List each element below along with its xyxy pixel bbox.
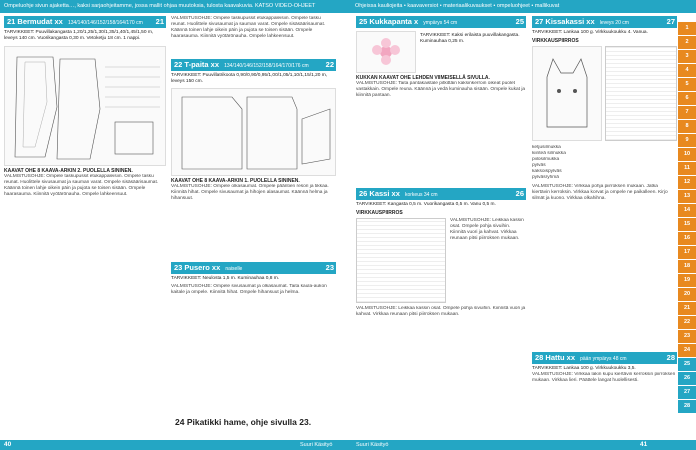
pattern-28-count: 28 [666, 353, 675, 362]
pattern-26 [356, 188, 526, 411]
tab-24[interactable]: 24 [678, 344, 696, 357]
pattern-21-continued-text: VALMISTUSOHJE: Ompele taskupussit etukappaleisiin. Ompele tasku reunat. Huolittele sivusaumat ja sauman varat. Ompele sisäsäärisaumat. Käännä toinen lahje oikein päin ja pujota se toisen sisään. Ompele haarasauma. Kiinnitä vyötärönauha. Ompele lahkeensuut. [171, 16, 326, 39]
tab-20[interactable]: 20 [678, 288, 696, 301]
pattern-28 [532, 352, 677, 422]
pattern-27 [532, 16, 677, 294]
bottom-bar [0, 440, 696, 450]
pattern-28-title: 28 Hattu xx [535, 353, 576, 362]
pattern-23-text: VALMISTUSOHJE: Ompele sivusaumat ja olkasaumat. Taita kaula-aukon kaitale ja ompele. Kiinnitä hihat. Ompele hihansuut ja helma. [171, 284, 327, 295]
tab-19[interactable]: 19 [678, 274, 696, 287]
pattern-21-code: 134/140/146/152/158/164/170 cm [67, 20, 143, 26]
stitch-legend [532, 145, 677, 181]
tab-2[interactable]: 2 [678, 36, 696, 49]
tab-18[interactable]: 18 [678, 260, 696, 273]
tab-17[interactable]: 17 [678, 246, 696, 259]
legend-item: pylväsryhmä [532, 175, 559, 181]
pattern-21-title: 21 Bermudat xx [7, 17, 63, 26]
tab-16[interactable]: 16 [678, 232, 696, 245]
pattern-22-text: VALMISTUSOHJE: Ompele olkasaumat. Ompele pääntien resori ja tikkaa. Kiinnitä hihat. Ompele sivusaumat ja hihojen alasaumat. Käännä helma ja hihansuut. [171, 184, 329, 202]
tab-22[interactable]: 22 [678, 316, 696, 329]
tab-10[interactable]: 10 [678, 148, 696, 161]
tab-21[interactable]: 21 [678, 302, 696, 315]
cat-bag-icon [533, 47, 601, 140]
pattern-25-diagram-caption: KUKKAN KAAVAT OHE LEHDEN VIIMEISELLÄ SIVULLA. [356, 75, 490, 81]
pattern-28-text: VALMISTUSOHJE: Virkkaa lakin kupu kiertävin kerroksin piirroksen mukaan. Virkkaa lieri. Päättele langat huolellisesti. [532, 372, 676, 383]
tab-28[interactable]: 28 [678, 400, 696, 413]
pattern-22-diagram-caption: KAAVAT OHE 8 KAAVA-ARKIN 1. PUOLELLA SININEN. [171, 178, 300, 184]
pattern-26-diagram-caption: VIRKKAUSPIIRROS [356, 210, 403, 216]
legend-item: ketjusilmukka [532, 145, 561, 151]
pattern-25-code: ympärys 54 cm [423, 20, 458, 26]
flower-icon [357, 32, 415, 72]
tab-8[interactable]: 8 [678, 120, 696, 133]
right-page-number: 41 [640, 441, 648, 448]
pattern-28-header [532, 352, 677, 364]
tagline: 24 Pikatikki hame, ohje sivulla 23. [175, 417, 312, 427]
tab-14[interactable]: 14 [678, 204, 696, 217]
cat-bag-diagram [532, 46, 602, 141]
tab-12[interactable]: 12 [678, 176, 696, 189]
legend-item: piilosilmukka [532, 157, 560, 163]
pattern-26-title: 26 Kassi xx [359, 189, 400, 198]
top-bar-left-text: Ompeluohje sivun ajaketta…, kaksi sarjaohjeitamme, jossa mallit ohjaa muutoksia, tulosta kaavakuvia. KATSO VIDEO-OHJEET [4, 3, 316, 9]
tab-3[interactable]: 3 [678, 50, 696, 63]
pattern-26-header [356, 188, 526, 200]
top-bar [0, 0, 696, 13]
pattern-22-title: 22 T-paita xx [174, 60, 220, 69]
pattern-25-title: 25 Kukkapanta x [359, 17, 419, 26]
tab-5[interactable]: 5 [678, 78, 696, 91]
pattern-21-diagram-caption: KAAVAT OHE 8 KAAVA-ARKIN 2. PUOLELLA SININEN. [4, 168, 133, 174]
pattern-22-code: 134/140/146/152/158/164/170/176 cm [224, 63, 309, 69]
pattern-26-text: VALMISTUSOHJE: Leikkaa kassin osat. Ompele pohja sivuihin. Kiinnitä vuori ja kahvat. Virkkaa reunaan pitsi piirroksen mukaan. [450, 218, 524, 242]
pattern-21-header [4, 16, 166, 28]
pattern-28-code: pään ympärys 48 cm [580, 356, 627, 362]
tab-13[interactable]: 13 [678, 190, 696, 203]
pattern-22-meta: TARVIKKEET: Puuvillatrikoota 0,90/0,90/0,95/1,00/1,05/1,10/1,15/1,20 m, leveys 150 cm. [171, 73, 328, 84]
pattern-21-count: 21 [155, 17, 164, 26]
pattern-23-count: 23 [325, 263, 334, 272]
legend-item: pylväs [532, 163, 546, 169]
pattern-26-code: korkeus 34 cm [404, 192, 438, 198]
pattern-27-text: VALMISTUSOHJE: Virkkaa pohja piirroksen mukaan. Jatka kiertävin kerroksin. Virkkaa korvat ja ompele ne paikalleen. Kirjo silmät ja kuono. Virkkaa olkahihna. [532, 184, 668, 202]
tab-4[interactable]: 4 [678, 64, 696, 77]
pattern-27-code: leveys 20 cm [599, 20, 629, 26]
pattern-28-meta: TARVIKKEET: Lankaa 100 g. Virkkuukoukku 3,5. [532, 366, 636, 371]
pattern-22-header [171, 59, 336, 71]
pattern-25-count: 25 [515, 17, 524, 26]
left-page-number: 40 [4, 441, 12, 448]
tab-23[interactable]: 23 [678, 330, 696, 343]
tab-11[interactable]: 11 [678, 162, 696, 175]
pattern-25 [356, 16, 526, 173]
tab-1[interactable]: 1 [678, 22, 696, 35]
pattern-25-header [356, 16, 526, 28]
tshirt-pattern-drawing [172, 89, 335, 175]
tab-27[interactable]: 27 [678, 386, 696, 399]
pattern-23 [171, 262, 336, 399]
pattern-23-meta: TARVIKKEET: Neulosta 1,5 m. Kuminauhaa 0,8 m. [171, 276, 280, 281]
tab-25[interactable]: 25 [678, 358, 696, 371]
legend-item: kiinteä silmukka [532, 151, 566, 157]
pattern-27-header [532, 16, 677, 28]
pattern-25-meta: TARVIKKEET: Kaksi erilaista puuvillakangasta. Kuminauhaa 0,25 m. [420, 33, 520, 44]
left-footer: Suuri Käsityö [300, 442, 333, 448]
pattern-27-title: 27 Kissakassi xx [535, 17, 595, 26]
pattern-21-text: VALMISTUSOHJE: Ompele taskupussit etukappaleisiin. Ompele tasku reunat. Huolittele sivusaumat ja sauman varat. Ompele sisäsäärisaumat. Käännä toinen lahje oikein päin ja pujota se toisen sisään. Ompele haarasauma. Kiinnitä vyötärönauha. Ompele lahkeensuut. [4, 174, 159, 198]
tab-6[interactable]: 6 [678, 92, 696, 105]
side-tabs [678, 22, 696, 414]
crochet-chart-27 [605, 46, 677, 141]
headband-photo [356, 31, 416, 73]
pattern-26-meta: TARVIKKEET: Kangasta 0,5 m. Vuorikangasta 0,5 m. Vanu 0,5 m. [356, 202, 496, 207]
pattern-23-header [171, 262, 336, 274]
pattern-23-code: naiselle [225, 266, 243, 272]
right-footer: Suuri Käsityö [356, 442, 389, 448]
tab-15[interactable]: 15 [678, 218, 696, 231]
pattern-26-count: 26 [515, 189, 524, 198]
pattern-21-diagram [4, 46, 166, 166]
tab-9[interactable]: 9 [678, 134, 696, 147]
pattern-22-diagram [171, 88, 336, 176]
tab-26[interactable]: 26 [678, 372, 696, 385]
pattern-27-diagram-caption: VIRKKAUSPIIRROS [532, 38, 579, 44]
tab-7[interactable]: 7 [678, 106, 696, 119]
legend-item: kaksoispylväs [532, 169, 562, 175]
pattern-21-meta: TARVIKKEET: Puuvillakangasta 1,20/1,25/1,30/1,35/1,40/1,45/1,50 m, leveys 140 cm. Vuorikangasta 0,30 m. Vetoketju 18 cm. 1 nappi. [4, 30, 154, 41]
pattern-27-meta: TARVIKKEET: Lankaa 100 g. Virkkuukoukku 4. Vanua. [532, 30, 648, 35]
pattern-26-text-more: VALMISTUSOHJE: Leikkaa kassin osat. Ompele pohja sivuihin. Kiinnitä vuori ja kahvat. Virkkaa reunaan pitsi piirroksen mukaan. [356, 306, 526, 318]
pattern-25-text: VALMISTUSOHJE: Taita pantakaistale pitkittäin kaksinkerroin oikeat puolet vastakkain. Ompele reuna. Käännä ja vedä kuminauha sisään. Ompele kukat ja kiinnitä pantaan. [356, 81, 526, 99]
pattern-27-count: 27 [666, 17, 675, 26]
shorts-pattern-drawing [5, 47, 165, 165]
pattern-22-count: 22 [325, 60, 334, 69]
pattern-21 [4, 16, 166, 364]
top-bar-right-text: Ohjeissa kauliojeita • kaavaversiot • materiaalikuvaukset • ompeluohjeet • mallikuvat [355, 3, 560, 9]
pattern-23-title: 23 Pusero xx [174, 263, 221, 272]
crochet-chart-26 [356, 218, 446, 303]
pattern-21-continued [171, 16, 336, 296]
